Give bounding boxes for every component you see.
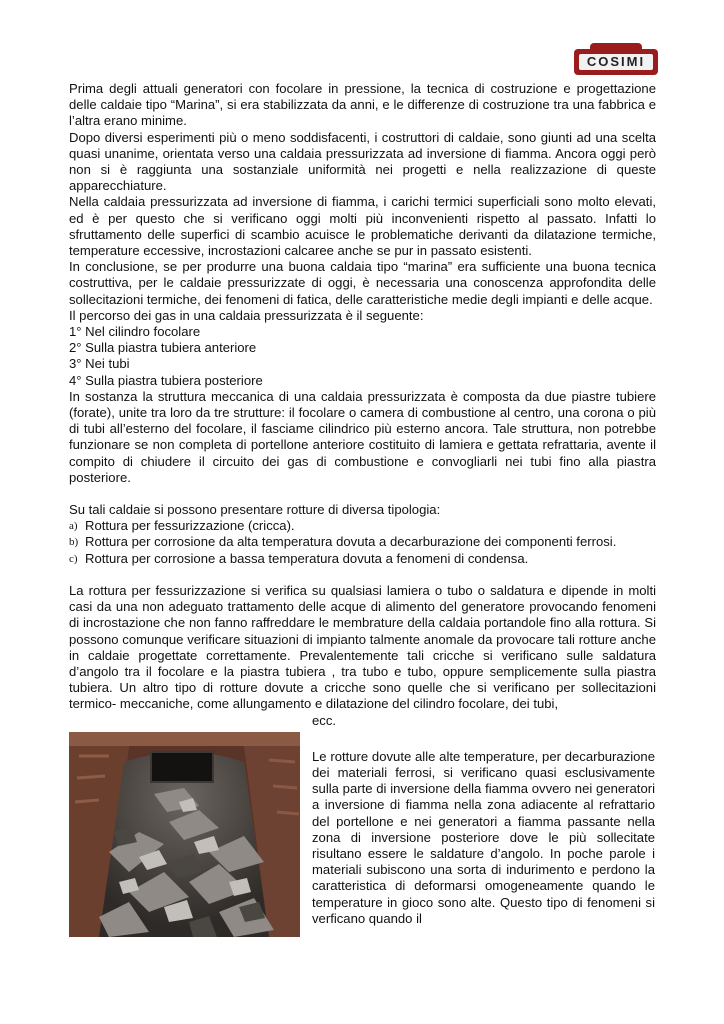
intro-paragraph: Dopo diversi esperimenti più o meno soddisfacenti, i costruttori di caldaie, sono giunti ad una scelta quasi unanime, orientata verso una caldaia pressurizzata ad inversione di fiamma. Ancora oggi però non si è raggiunta una sostanziale uniformità nei progetti e nella realizzazione di queste apparecchiature. [69, 129, 656, 194]
ruptures-intro: Su tali caldaie si possono presentare rotture di diversa tipologia: [69, 502, 441, 518]
intro-paragraph: In conclusione, se per produrre una buona caldaia tipo “marina” era sufficiente una buona tecnica costruttiva, per le caldaie pressurizzate di oggi, è necessaria una conoscenza approfondita delle sollecitazioni termiche, dei fenomeni di fatica, delle caratteristiche medie degli impianti e delle acque. [69, 259, 656, 307]
fissure-paragraph: La rottura per fessurizzazione si verifica su qualsiasi lamiera o tubo o saldatura e dipende in molti casi da una non adeguato trattamento delle acque di alimento del generatore provocando fenomeni di incrostazione che non fanno raffreddare le membrature della caldaia portandole fino alla rottura. Si possono comunque verificare situazioni di impianto talmente anomale da provocare tali rotture anche in caldaie progettate correttamente. Prevalentemente tali cricche si verificano sulle saldatura d’angolo tra il focolare e la piastra tubiera , tra tubo e tubo, oppure semplicemente sulla piastra tubiera. Un altro tipo di rotture dovute a cricche sono quelle che si verificano per sollecitazioni termico- meccaniche, come allungamento e dilatazione del cilindro focolare, dei tubi, [69, 582, 656, 712]
high-temperature-paragraph: Le rotture dovute alle alte temperature, per decarburazione dei materiali ferrosi, si verificano quasi esclusivamente sulla parte di inversione della fiamma ovvero nei generatori a inversione di fiamma nella zona adiacente al refrattario del portellone e nei generatori a fiamma passante nella zona di inversione posteriore dove le più sollecitate risultano essere le saldature d’angolo. In poche parole i materiali subiscono una sorta di indurimento e perdono la caratteristica di deformarsi omogeneamente quando le temperature in gioco sono alte. Questo tipo di fenomeni si verficano quando il [312, 748, 655, 926]
gas-path-intro: Il percorso dei gas in una caldaia pressurizzata è il seguente: [69, 307, 424, 323]
list-text: Rottura per corrosione da alta temperatura dovuta a decarburazione dei componenti ferrosi. [85, 534, 617, 550]
list-text: Rottura per corrosione a bassa temperatura dovuta a fenomeni di condensa. [85, 550, 529, 566]
fissure-tail: ecc. [312, 712, 337, 728]
list-marker: c) [69, 552, 78, 565]
document-body [69, 81, 656, 947]
list-marker: b) [69, 536, 79, 549]
list-marker: a) [69, 520, 78, 533]
gas-path-step: 1° Nel cilindro focolare [69, 324, 201, 340]
intro-paragraph: Prima degli attuali generatori con focolare in pressione, la tecnica di costruzione e progettazione delle caldaie tipo “Marina”, si era stabilizzata da anni, e le differenze di costruzione tra una fabbrica e l’altra erano minime. [69, 81, 656, 129]
cosimi-logo [574, 43, 658, 77]
logo-text: COSIMI [579, 54, 653, 70]
rupture-type-item [69, 551, 656, 567]
list-text: Rottura per fessurizzazione (cricca). [85, 518, 295, 534]
gas-path-step: 4° Sulla piastra tubiera posteriore [69, 372, 263, 388]
structure-paragraph: In sostanza la struttura meccanica di una caldaia pressurizzata è composta da due piastre tubiere (forate), unite tra loro da tre strutture: il focolare o camera di combustione al centro, una corona o più di tubi all’esterno del focolare, il fasciame cilindrico più esterno ancora. Tale struttura, non potrebbe funzionare se non completa di portellone anteriore costituito di lamiera e gettata refrattaria, avente il compito di chiudere il circuito dei gas di combustione e convogliarli nei tubi fino alla piastra posteriore. [69, 388, 656, 485]
intro-paragraph: Nella caldaia pressurizzata ad inversione di fiamma, i carichi termici superficiali sono molto elevati, ed è per questo che si verificano oggi molti più inconvenienti rispetto al passato. Infatti lo sfruttamento delle superfici di scambio acuisce le problematiche derivanti da dilatazione termiche, temperature eccessive, incrostazioni calcaree anche se pur in passato esistenti. [69, 194, 656, 259]
rupture-type-item [69, 518, 656, 534]
rupture-type-item [69, 534, 656, 550]
gas-path-step: 2° Sulla piastra tubiera anteriore [69, 340, 257, 356]
gas-path-step: 3° Nei tubi [69, 356, 130, 372]
boiler-damage-photo [69, 732, 300, 937]
